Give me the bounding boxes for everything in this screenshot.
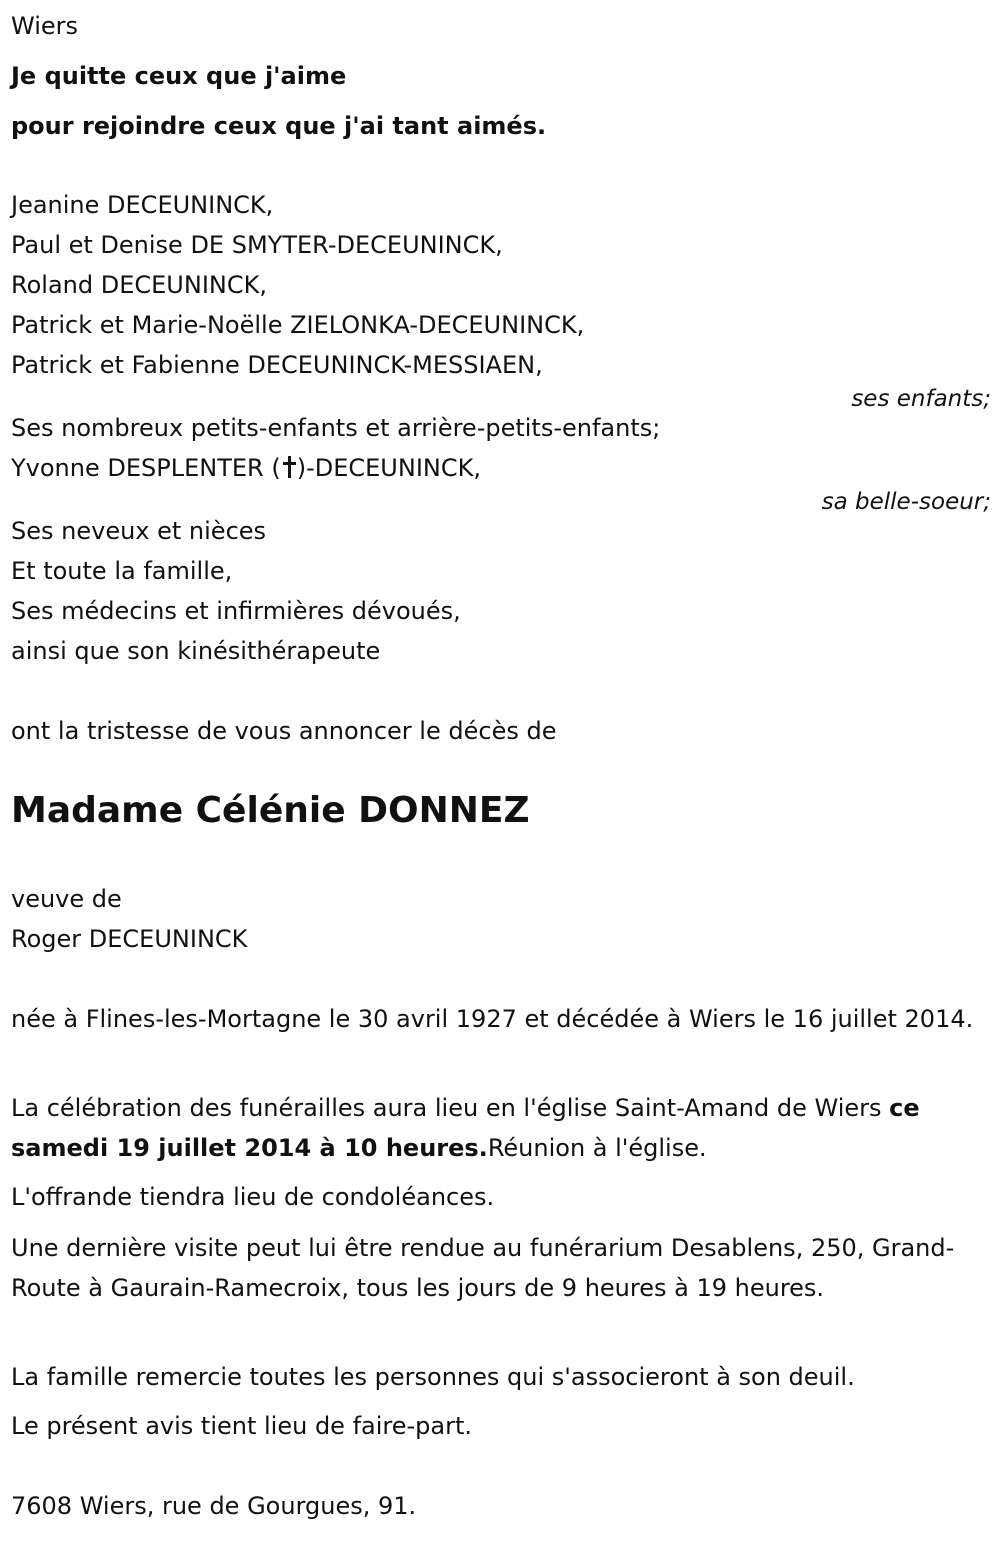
sister-in-law-name-end: )-DECEUNINCK, — [296, 454, 481, 482]
grandchildren-line: Ses nombreux petits-enfants et arrière-petits-enfants; — [11, 414, 661, 442]
extended-family — [11, 408, 991, 516]
notice-paragraph: Le présent avis tient lieu de faire-part. — [11, 1412, 473, 1440]
sister-in-law-name-start: Yvonne DESPLENTER ( — [11, 454, 281, 482]
children-list — [11, 185, 991, 413]
child-entry: Jeanine DECEUNINCK, — [11, 191, 274, 219]
widow-of-label: veuve de — [11, 885, 122, 913]
funeral-meeting: Réunion à l'église. — [487, 1134, 707, 1162]
child-entry: Patrick et Marie-Noëlle ZIELONKA-DECEUNINCK, — [11, 311, 585, 339]
child-entry: Patrick et Fabienne DECEUNINCK-MESSIAEN, — [11, 351, 543, 379]
family-address: 7608 Wiers, rue de Gourgues, 91. — [11, 1492, 417, 1520]
spouse-name: Roger DECEUNINCK — [11, 925, 248, 953]
epigraph-line-1: Je quitte ceux que j'aime — [11, 62, 347, 90]
thanks-paragraph: La famille remercie toutes les personnes qui s'associeront à son deuil. — [11, 1363, 855, 1391]
offering-paragraph: L'offrande tiendra lieu de condoléances. — [11, 1183, 495, 1211]
sister-in-law-line — [11, 448, 991, 488]
sister-in-law-relation-note: sa belle-soeur; — [821, 489, 991, 515]
birth-death-paragraph: née à Flines-les-Mortagne le 30 avril 1927 et décédée à Wiers le 16 juillet 2014. — [11, 1005, 974, 1033]
others-entry: Ses médecins et infirmières dévoués, — [11, 597, 461, 625]
others-list — [11, 511, 991, 671]
announcement-text: ont la tristesse de vous annoncer le décès de — [11, 717, 557, 745]
deceased-cross-icon — [282, 455, 296, 479]
location-heading: Wiers — [11, 12, 79, 40]
deceased-name: Madame Célénie DONNEZ — [11, 790, 530, 831]
child-entry: Roland DECEUNINCK, — [11, 271, 267, 299]
funeral-text: La célébration des funérailles aura lieu en l'église Saint-Amand de Wiers — [11, 1094, 882, 1122]
others-entry: ainsi que son kinésithérapeute — [11, 637, 381, 665]
others-entry: Et toute la famille, — [11, 557, 233, 585]
children-relation-note: ses enfants; — [851, 386, 991, 412]
widow-of-block — [11, 879, 991, 959]
visit-paragraph: Une dernière visite peut lui être rendue au funérarium Desablens, 250, Grand-Route à Gaurain-Ramecroix, tous les jours de 9 heures à 19 heures. — [11, 1234, 955, 1302]
others-entry: Ses neveux et nièces — [11, 517, 267, 545]
funeral-paragraph — [11, 1088, 986, 1168]
funeral-date-time: ce samedi 19 juillet 2014 à 10 heures. — [11, 1094, 920, 1162]
child-entry: Paul et Denise DE SMYTER-DECEUNINCK, — [11, 231, 503, 259]
epigraph-line-2: pour rejoindre ceux que j'ai tant aimés. — [11, 112, 547, 140]
